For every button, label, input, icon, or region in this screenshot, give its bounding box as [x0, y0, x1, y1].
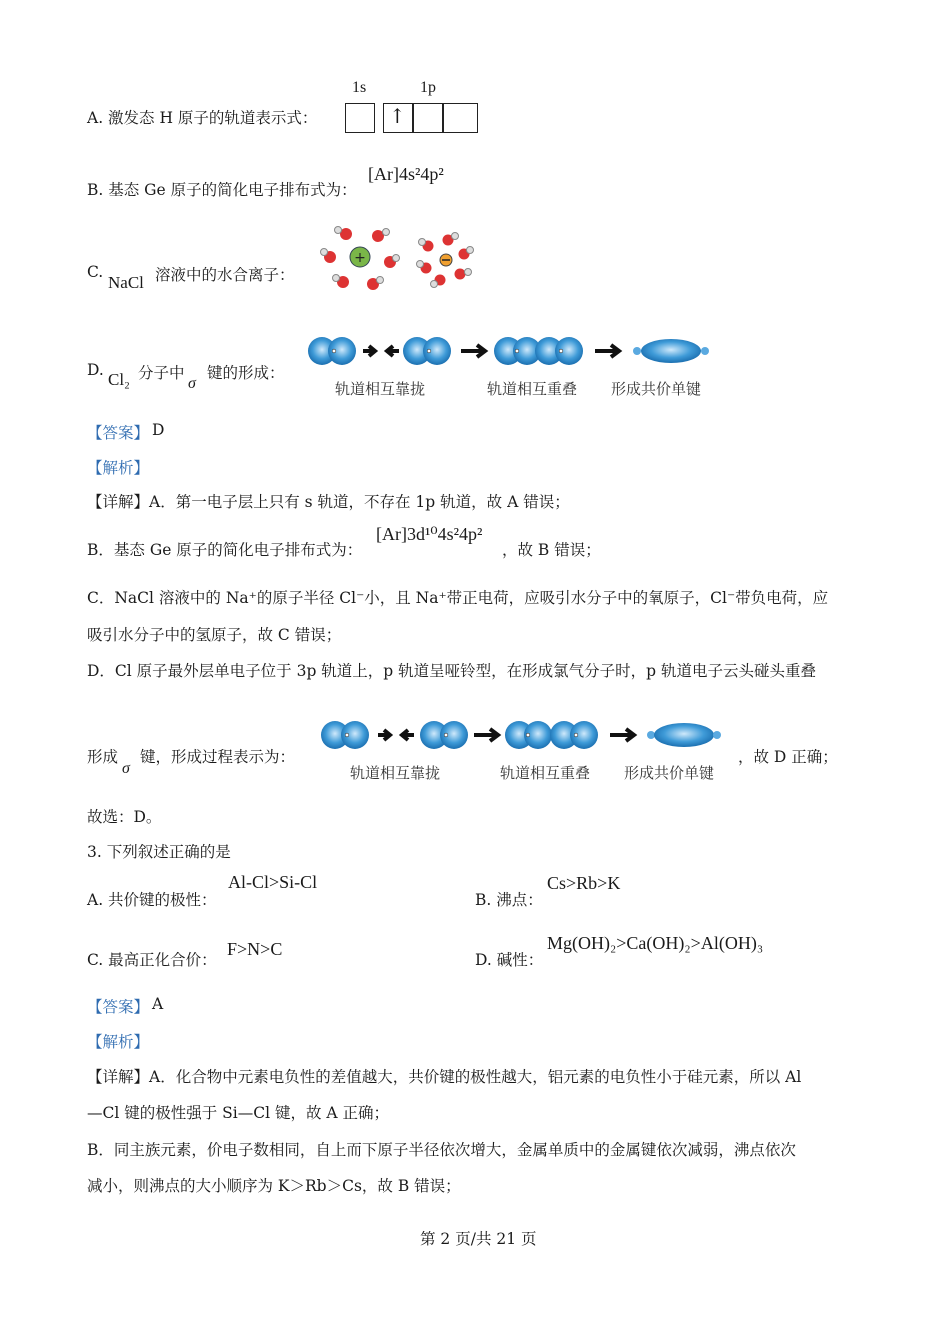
- detail-d-sigma: σ: [122, 760, 130, 777]
- detail-d-form: 形成: [87, 748, 119, 766]
- detail-b-formula: [Ar]3d¹⁰4s²4p²: [376, 524, 483, 544]
- orbital-1p-label: 1p: [420, 79, 436, 96]
- q3-detail-a-line1: 【详解】A．化合物中元素电负性的差值越大，共价键的极性越大，铝元素的电负性小于硅元素，所以 Al: [87, 1068, 802, 1086]
- q3-option-b-label: B. 沸点：: [475, 891, 543, 909]
- option-b-label: B. 基态 Ge 原子的简化电子排布式为：: [87, 181, 357, 199]
- option-c-prefix: C.: [87, 263, 104, 281]
- hydrated-ions-diagram: [318, 222, 483, 292]
- caption-overlap-1: 轨道相互重叠: [487, 380, 578, 398]
- option-d-prefix: D.: [87, 361, 104, 379]
- caption-approach-1: 轨道相互靠拢: [335, 380, 426, 398]
- answer-q2: D: [152, 421, 165, 439]
- option-d-cl2: Cl₂: [108, 370, 130, 389]
- detail-d-suffix: ，故 D 正确；: [738, 748, 838, 766]
- caption-single-bond-1: 形成共价单键: [611, 380, 702, 398]
- q3-option-a-value: Al-Cl>Si-Cl: [228, 872, 318, 892]
- option-c-label: 溶液中的水合离子：: [155, 266, 295, 284]
- answer-q3: A: [152, 995, 164, 1013]
- caption-single-bond-2: 形成共价单键: [624, 764, 715, 782]
- q3-option-a-label: A. 共价键的极性：: [87, 891, 217, 909]
- answer-tag-q3: 【答案】: [87, 998, 150, 1016]
- detail-c-line2: 吸引水分子中的氢原子，故 C 错误；: [87, 626, 342, 644]
- q3-option-d-label: D. 碱性：: [475, 951, 544, 969]
- q3-detail-b-line1: B．同主族元素，价电子数相同，自上而下原子半径依次增大，金属单质中的金属键依次减弱，沸点依次: [87, 1141, 796, 1159]
- option-d-mid: 分子中: [138, 364, 185, 382]
- q3-option-d-value: Mg(OH)₂>Ca(OH)₂>Al(OH)₃: [547, 933, 764, 953]
- option-b-formula: [Ar]4s²4p²: [368, 164, 444, 184]
- q3-option-c-value: F>N>C: [227, 939, 283, 959]
- sigma-bond-diagram-2: [318, 716, 728, 756]
- answer-tag-q2: 【答案】: [87, 424, 150, 442]
- orbital-1s-label: 1s: [352, 79, 367, 96]
- detail-d-line1: D．Cl 原子最外层单电子位于 3p 轨道上，p 轨道呈哑铃型，在形成氯气分子时，p 轨道电子云头碰头重叠: [87, 662, 817, 680]
- sigma-bond-diagram-1: [305, 332, 715, 372]
- option-c-nacl: NaCl: [108, 273, 144, 292]
- detail-b-prefix: B．基态 Ge 原子的简化电子排布式为：: [87, 541, 363, 559]
- q3-detail-b-line2: 减小，则沸点的大小顺序为 K＞Rb＞Cs，故 B 错误；: [87, 1177, 461, 1195]
- option-d-sigma: σ: [188, 375, 196, 392]
- q3-option-b-value: Cs>Rb>K: [547, 873, 621, 893]
- detail-d-process: 键，形成过程表示为：: [140, 748, 296, 766]
- caption-approach-2: 轨道相互靠拢: [350, 764, 441, 782]
- detail-b-suffix: ，故 B 错误；: [502, 541, 601, 559]
- option-d-label: 键的形成：: [207, 364, 285, 382]
- analysis-tag-q3: 【解析】: [87, 1033, 150, 1051]
- sodium-ion-cluster: [321, 227, 400, 291]
- svg-text:+: +: [354, 250, 366, 266]
- option-a-label: A. 激发态 H 原子的轨道表示式：: [87, 109, 318, 127]
- q3-title: 3. 下列叙述正确的是: [87, 843, 231, 861]
- q3-option-c-label: C. 最高正化合价：: [87, 951, 217, 969]
- conclusion-q2: 故选：D。: [87, 808, 162, 826]
- detail-a-q2: 【详解】A．第一电子层上只有 s 轨道，不存在 1p 轨道，故 A 错误；: [87, 493, 570, 511]
- q3-detail-a-line2: —Cl 键的极性强于 Si—Cl 键，故 A 正确；: [87, 1104, 390, 1122]
- chloride-ion-cluster: [417, 233, 474, 288]
- detail-c-line1: C．NaCl 溶液中的 Na⁺的原子半径 Cl⁻小，且 Na⁺带正电荷，应吸引水分子中的氧原子，Cl⁻带负电荷，应: [87, 589, 829, 607]
- page-footer: 第 2 页/共 21 页: [420, 1230, 537, 1248]
- analysis-tag-q2: 【解析】: [87, 459, 150, 477]
- caption-overlap-2: 轨道相互重叠: [500, 764, 591, 782]
- spin-up-arrow-icon: ↑: [389, 104, 406, 128]
